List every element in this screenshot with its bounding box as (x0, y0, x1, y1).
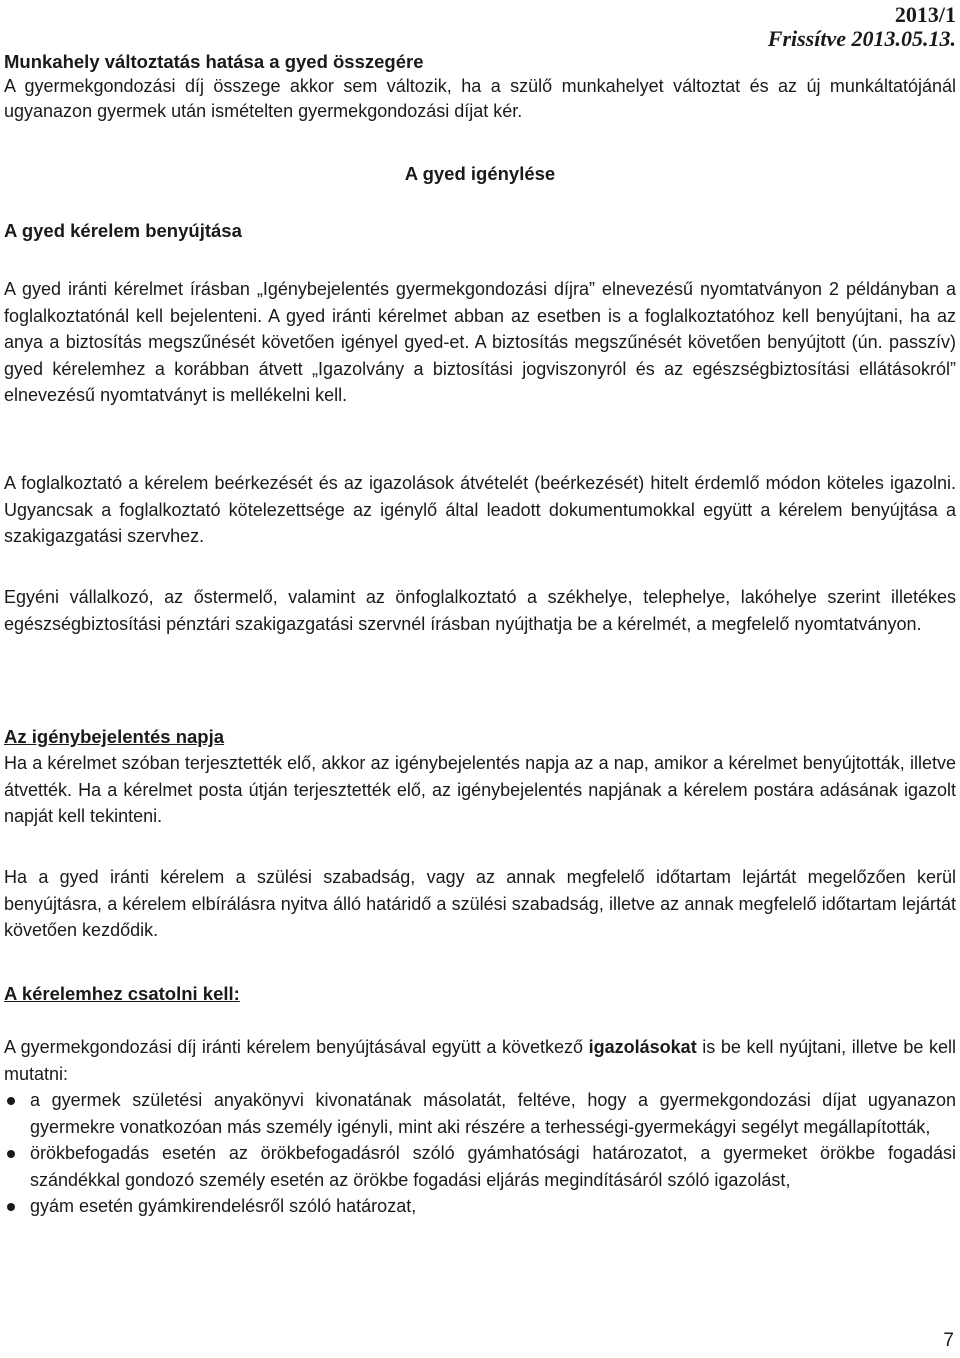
bullet-icon (7, 1150, 15, 1158)
list-item-text: örökbefogadás esetén az örökbefogadásról szóló gyámhatósági határozatot, a gyermeket örökbe fogadási szándékkal gondozó személy esetén az örökbe fogadási eljárás megindításáról szóló igazolást, (30, 1143, 956, 1190)
attachments-title: A kérelemhez csatolni kell: (4, 983, 240, 1004)
list-item (4, 1087, 956, 1140)
gyed-submission-block (4, 218, 956, 244)
section-title-gyed-claim (4, 161, 956, 187)
workplace-change-text: A gyermekgondozási díj összege akkor sem változik, ha a szülő munkahelyet változtat és az új munkáltatójánál ugyanazon gyermek után ismételten gyermekgondozási díjat kér. (4, 76, 956, 121)
list-item (4, 1140, 956, 1193)
list-item-text: gyám esetén gyámkirendelésről szóló határozat, (30, 1196, 417, 1216)
section-title-workplace-change: Munkahely változtatás hatása a gyed összegére (4, 51, 424, 72)
page-number: 7 (943, 1330, 954, 1351)
employer-confirmation-paragraph (4, 470, 956, 550)
gyed-submission-text: A gyed iránti kérelmet írásban „Igénybejelentés gyermekgondozási díjra” elnevezésű nyomtatványon 2 példányban a foglalkoztatónál kell bejelenteni. A gyed iránti kérelmet abban az esetben is a foglalkoztatóhoz kell benyújtani, ha az anya a biztosítás megszűnését követően igényel gyed-et. A biztosítás megszűnését követően benyújtott (ún. passzív) gyed kérelemhez a korábban átvett „Igazolvány a biztosítási jogviszonyról és az egészségbiztosítási ellátásokról” elnevezésű nyomtatványt is mellékelni kell. (4, 279, 956, 405)
attachments-list (4, 1087, 956, 1220)
bullet-icon (7, 1203, 15, 1211)
gyed-submission-paragraph (4, 276, 956, 409)
attachments-section (4, 1034, 956, 1220)
section-claim-date (4, 724, 956, 830)
gyed-claim-title: A gyed igénylése (404, 163, 556, 184)
attachments-intro (4, 1034, 956, 1087)
self-employed-paragraph (4, 584, 956, 637)
deadline-text: Ha a gyed iránti kérelem a szülési szabadság, vagy az annak megfelelő időtartam lejártát megelőzően kerül benyújtásra, a kérelem elbírálásra nyitva álló határidő a szülési szabadság, illetve az annak megfelelő időtartam lejártát követően kezdődik. (4, 867, 956, 940)
employer-confirmation-text: A foglalkoztató a kérelem beérkezését és az igazolások átvételét (beérkezését) hitelt érdemlő módon köteles igazolni. Ugyancsak a foglalkoztató kötelezettsége az igénylő által leadott dokumentumokkal együtt a kérelem benyújtása a szakigazgatási szervhez. (4, 473, 956, 546)
section-workplace-change (4, 50, 956, 124)
claim-date-title: Az igénybejelentés napja (4, 726, 225, 747)
bullet-icon (7, 1097, 15, 1105)
issue-number: 2013/1 (894, 2, 956, 27)
attachments-intro-end: is be kell nyújtani, illetve be kell mutatni: (4, 1037, 956, 1084)
updated-date: Frissítve 2013.05.13. (767, 26, 956, 51)
attachments-intro-start: A gyermekgondozási díj iránti kérelem benyújtásával együtt a következő (4, 1037, 589, 1057)
deadline-paragraph (4, 864, 956, 944)
list-item-text: a gyermek születési anyakönyvi kivonatának másolatát, feltéve, hogy a gyermekgondozási díjat ugyanazon gyermekre vonatkozóan más személy igényli, mint aki részére a terhességi-gyermekágyi segélyt megállapították, (30, 1090, 956, 1137)
list-item (4, 1193, 956, 1220)
self-employed-text: Egyéni vállalkozó, az őstermelő, valamint az önfoglalkoztató a székhelye, telephelye, lakóhelye szerint illetékes egészségbiztosítási pénztári szakigazgatási szervnél írásban nyújthatja be a kérelmét, a megfelelő nyomtatványon. (4, 587, 956, 634)
claim-date-text: Ha a kérelmet szóban terjesztették elő, akkor az igénybejelentés napja az a nap, amikor a kérelmet benyújtották, illetve átvették. Ha a kérelmet posta útján terjesztették elő, az igénybejelentés napjának a kérelem postára adásának igazolt napját kell tekinteni. (4, 753, 956, 826)
attachments-heading-block (4, 981, 956, 1007)
attachments-intro-bold: igazolásokat (588, 1037, 697, 1057)
gyed-submission-subtitle: A gyed kérelem benyújtása (4, 220, 242, 241)
